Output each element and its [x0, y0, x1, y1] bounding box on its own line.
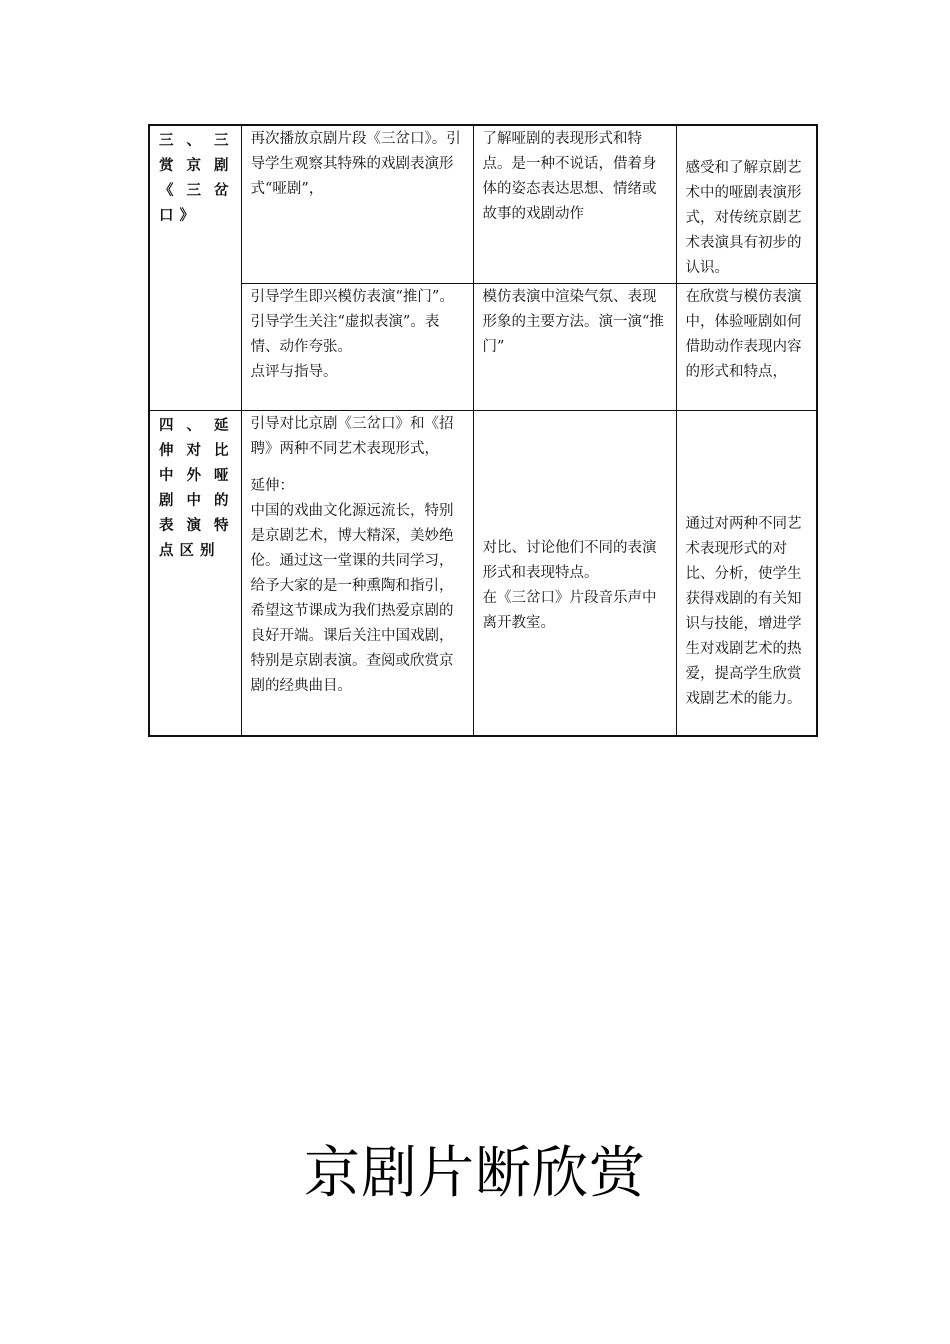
- student-activity-cell: 模仿表演中渲染气氛、表现形象的主要方法。演一演“推门”: [473, 284, 676, 411]
- student-activity-cell: [473, 411, 676, 736]
- design-intent-cell: [676, 411, 817, 736]
- student-activity-text: 对比、讨论他们不同的表演形式和表现特点。 在《三岔口》片段音乐声中离开教室。: [482, 540, 657, 631]
- teacher-activity-cell: [241, 411, 473, 736]
- extension-label: 延伸：: [250, 478, 294, 494]
- design-intent-cell: 在欣赏与模仿表演中，体验哑剧如何借助动作表现内容的形式和特点，: [676, 284, 817, 411]
- table-row: [149, 411, 817, 736]
- table-row: [149, 284, 817, 411]
- lesson-plan-table: [148, 124, 818, 737]
- teacher-intro-text: 引导对比京剧《三岔口》和《招聘》两种不同艺术表现形式，: [250, 416, 454, 457]
- section-heading: 京剧片断欣赏: [304, 1141, 646, 1206]
- extension-text: 中国的戏曲文化源远流长，特别是京剧艺术，博大精深，美妙绝伦。通过这一堂课的共同学习，给予大家的是一种熏陶和指引，希望这节课成为我们热爱京剧的良好开端。课后关注中国戏剧，特别是京剧表演。查阅或欣赏京剧的经典曲目。: [250, 503, 454, 694]
- stage-cell-4: 四、延伸对比中外哑剧中的表演特点区别: [149, 411, 241, 736]
- design-intent-text: 感受和了解京剧艺术中的哑剧表演形式，对传统京剧艺术表演具有初步的认识。: [685, 160, 802, 276]
- teacher-activity-cell: 引导学生即兴模仿表演“推门”。引导学生关注“虚拟表演”。表情、动作夸张。 点评与指导。: [241, 284, 473, 411]
- student-activity-cell: 了解哑剧的表现形式和特点。是一种不说话，借着身体的姿态表达思想、情绪或故事的戏剧动作: [473, 125, 676, 284]
- stage-cell-3: 三、三赏京剧《三岔口》: [149, 125, 241, 411]
- teacher-activity-cell: 再次播放京剧片段《三岔口》。引导学生观察其特殊的戏剧表演形式“哑剧”，: [241, 125, 473, 284]
- design-intent-text: 通过对两种不同艺术表现形式的对比、分析，使学生获得戏剧的有关知识与技能，增进学生对戏剧艺术的热爱，提高学生欣赏戏剧艺术的能力。: [685, 516, 802, 707]
- design-intent-cell: [676, 125, 817, 284]
- table-row: [149, 125, 817, 284]
